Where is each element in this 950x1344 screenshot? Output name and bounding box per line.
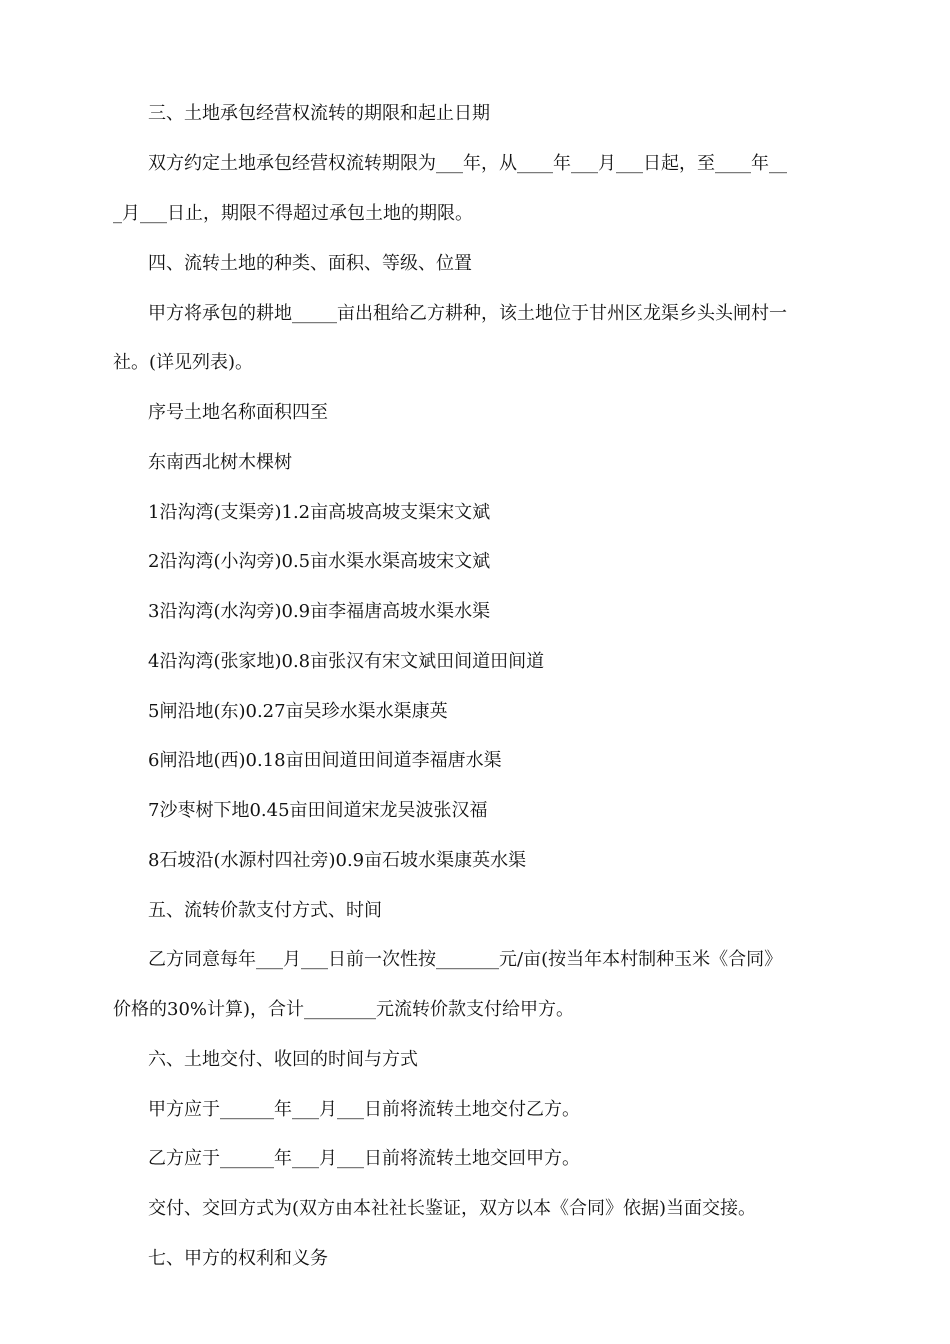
paragraph-line: 乙方应于______年___月___日前将流转土地交回甲方。 <box>148 1148 580 1169</box>
table-row: 6闸沿地(西)0.18亩田间道田间道李福唐水渠 <box>148 750 502 771</box>
paragraph-line: 社。(详见列表)。 <box>113 352 254 373</box>
table-header-line: 东南西北树木棵树 <box>148 452 292 473</box>
table-row: 2沿沟湾(小沟旁)0.5亩水渠水渠高坡宋文斌 <box>148 551 491 572</box>
paragraph-line: 甲方将承包的耕地_____亩出租给乙方耕种，该土地位于甘州区龙渠乡头头闸村一 <box>148 303 787 324</box>
paragraph-line: 交付、交回方式为(双方由本社社长鉴证，双方以本《合同》依据)当面交接。 <box>148 1198 757 1219</box>
section-heading-7: 七、甲方的权利和义务 <box>148 1248 328 1269</box>
table-row: 8石坡沿(水源村四社旁)0.9亩石坡水渠康英水渠 <box>148 850 527 871</box>
section-heading-5: 五、流转价款支付方式、时间 <box>148 900 382 921</box>
table-header-line: 序号土地名称面积四至 <box>148 402 328 423</box>
table-row: 1沿沟湾(支渠旁)1.2亩高坡高坡支渠宋文斌 <box>148 502 491 523</box>
paragraph-line: _月___日止，期限不得超过承包土地的期限。 <box>113 203 473 224</box>
section-heading-3: 三、土地承包经营权流转的期限和起止日期 <box>148 103 490 124</box>
paragraph-line: 乙方同意每年___月___日前一次性按_______元/亩(按当年本村制种玉米《合同》 <box>148 949 783 970</box>
table-row: 4沿沟湾(张家地)0.8亩张汉有宋文斌田间道田间道 <box>148 651 545 672</box>
table-row: 3沿沟湾(水沟旁)0.9亩李福唐高坡水渠水渠 <box>148 601 491 622</box>
paragraph-line: 双方约定土地承包经营权流转期限为___年，从____年___月___日起，至____年__ <box>148 153 787 174</box>
paragraph-line: 价格的30%计算)，合计________元流转价款支付给甲方。 <box>113 999 575 1020</box>
table-row: 5闸沿地(东)0.27亩吴珍水渠水渠康英 <box>148 701 448 722</box>
table-row: 7沙枣树下地0.45亩田间道宋龙吴波张汉福 <box>148 800 488 821</box>
paragraph-line: 甲方应于______年___月___日前将流转土地交付乙方。 <box>148 1099 580 1120</box>
section-heading-4: 四、流转土地的种类、面积、等级、位置 <box>148 253 472 274</box>
section-heading-6: 六、土地交付、收回的时间与方式 <box>148 1049 418 1070</box>
